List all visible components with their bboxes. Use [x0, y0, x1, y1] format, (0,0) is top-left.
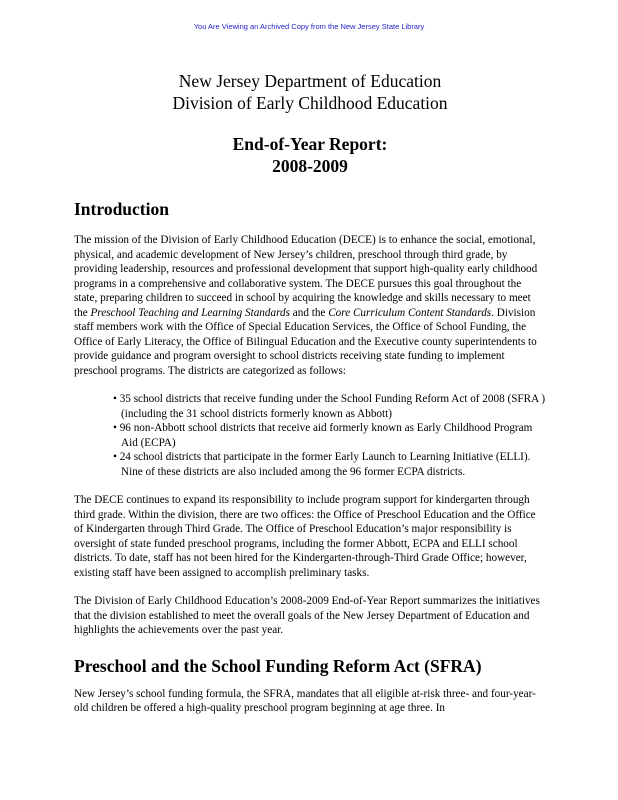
division-name: Division of Early Childhood Education — [172, 93, 448, 113]
report-title — [74, 133, 546, 177]
report-years: 2008-2009 — [272, 156, 348, 176]
intro-paragraph-3: The Division of Early Childhood Education’s 2008-2009 End-of-Year Report summarizes the initiatives that the division established to meet the overall goals of the New Jersey Department of Education and highlights the achievements over the past year. — [74, 595, 540, 636]
preschool-standards-title: Preschool Teaching and Learning Standards — [90, 306, 290, 319]
district-category-list — [74, 392, 546, 479]
sfra-paragraph-1: New Jersey’s school funding formula, the SFRA, mandates that all eligible at-risk three- and four-year-old children be offered a high-quality preschool program beginning at age three. In — [74, 687, 536, 714]
document-page — [74, 70, 546, 716]
document-header — [74, 70, 546, 114]
core-curriculum-title: Core Curriculum Content Standards — [328, 306, 492, 319]
introduction-heading: Introduction — [74, 199, 169, 219]
department-name: New Jersey Department of Education — [178, 71, 442, 91]
intro-paragraph-2: The DECE continues to expand its responsibility to include program support for kindergarten through third grade. Within the division, there are two offices: the Office of Preschool Education and the Office of Kindergarten through Third Grade. The Office of Preschool Education’s major responsibility is oversight of state funded preschool programs, including the former Abbott, ECPA and ELLI school districts. To date, staff has not been hired for the Kindergarten-through-Third Grade Office; however, existing staff have been assigned to accomplish preliminary tasks. — [74, 494, 536, 579]
list-item: • 96 non-Abbott school districts that receive aid formerly known as Early Childhood Program Aid (ECPA) — [113, 422, 533, 449]
intro-paragraph-1 — [74, 233, 546, 378]
archive-banner: You Are Viewing an Archived Copy from the New Jersey State Library — [193, 22, 425, 31]
intro-text-2: and the — [289, 306, 329, 319]
report-title-line: End-of-Year Report: — [232, 134, 388, 154]
intro-text-1: The mission of the Division of Early Childhood Education (DECE) is to enhance the social, emotional, physical, and academic development of New Jersey’s children, preschool through third grade, by providing leadership, resources and professional development that support high-quality early childhood programs in a comprehensive and collaborative system. The DECE pursues this goal throughout the state, preparing children to succeed in school by acquiring the knowledge and skills necessary to meet the — [74, 234, 538, 319]
list-item: • 35 school districts that receive funding under the School Funding Reform Act of 2008 (SFRA ) (including the 31 school districts formerly known as Abbott) — [113, 393, 546, 420]
sfra-heading: Preschool and the School Funding Reform Act (SFRA) — [74, 655, 482, 676]
list-item: • 24 school districts that participate in the former Early Launch to Learning Initiative (ELLI). Nine of these districts are also included among the 96 former ECPA districts. — [113, 451, 531, 478]
intro-text-3: . Division staff members work with the Office of Special Education Services, the Office of School Funding, the Office of Early Literacy, the Office of Bilingual Education and the Executive county superintendents to provide guidance and program oversight to school districts receiving state funding to implement preschool programs. The districts are categorized as follows: — [74, 306, 537, 377]
